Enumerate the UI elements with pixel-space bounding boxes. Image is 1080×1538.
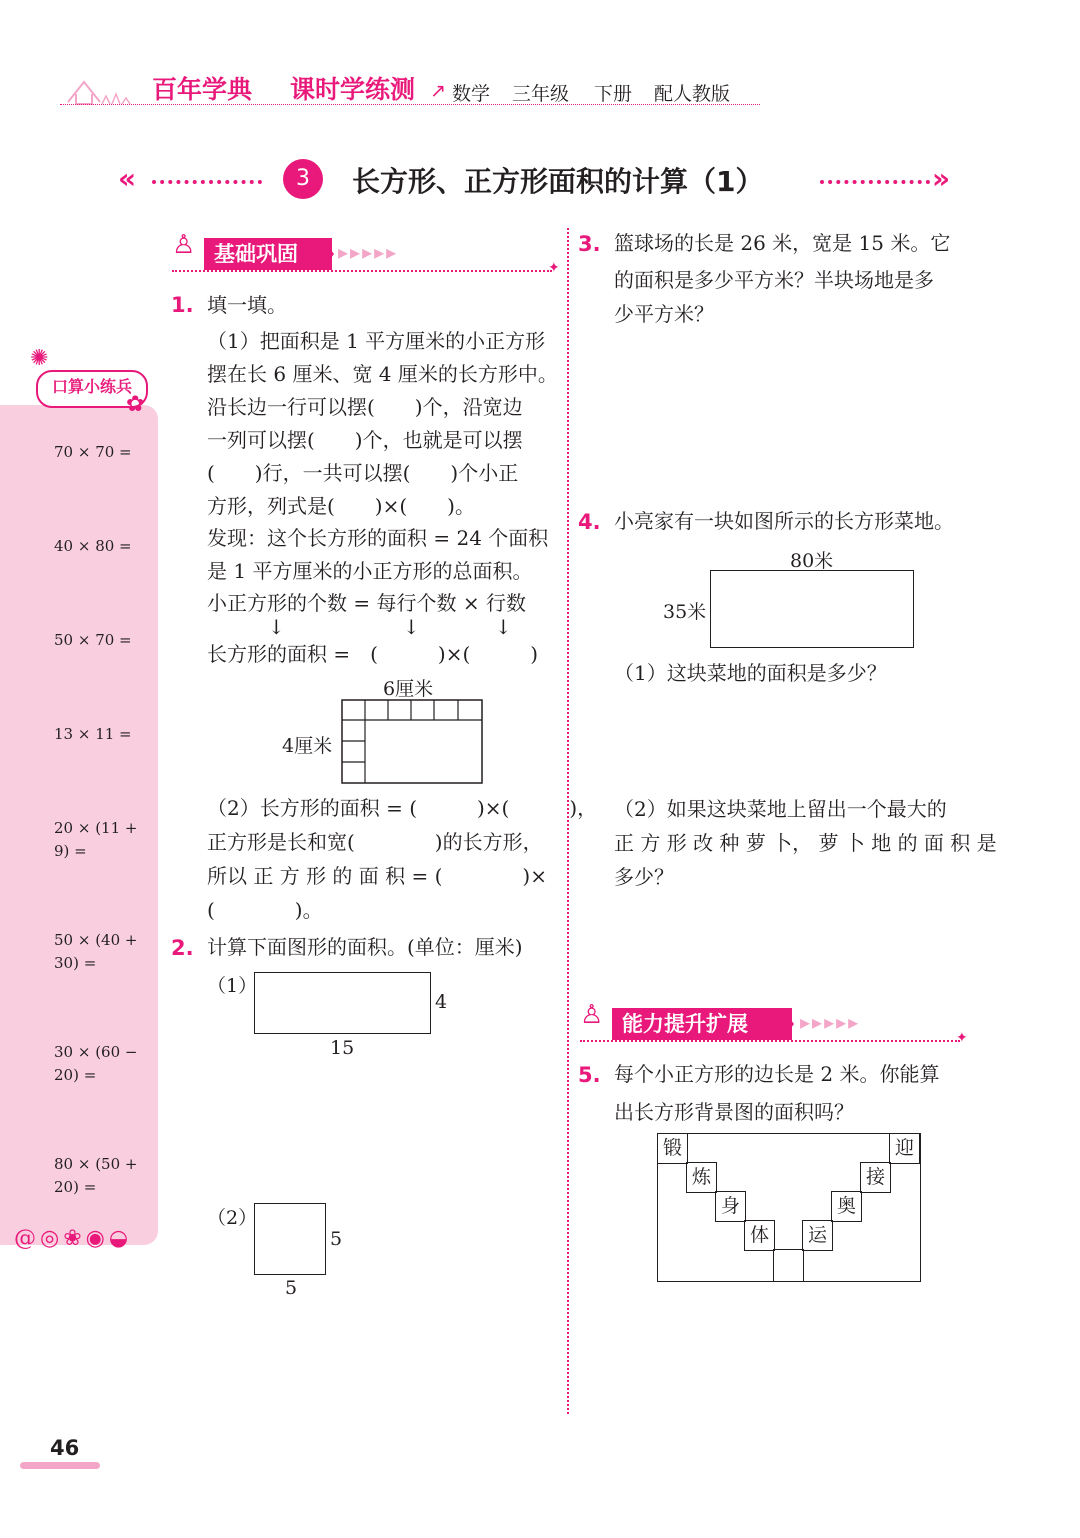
title-rule-right xyxy=(820,180,930,184)
q5-square xyxy=(773,1249,804,1282)
rule-end-icon: ✦ xyxy=(956,1030,968,1046)
q1-part2-line: 正方形是长和宽( )的长方形， xyxy=(207,830,543,854)
q1-line: 方形，列式是( )×( )。 xyxy=(207,494,475,518)
q1-line: 沿长边一行可以摆( )个，沿宽边 xyxy=(207,395,523,419)
sidebar-item: 80 × (50 + 20) = xyxy=(54,1155,138,1196)
flower-icon: ✿ xyxy=(126,392,145,417)
q2-fig2-label: （2） xyxy=(207,1207,258,1229)
sidebar-item: 40 × 80 = xyxy=(54,537,132,555)
q2-square xyxy=(254,1203,326,1275)
q1-formula-area: 长方形的面积 = ( )×( ) xyxy=(207,642,539,666)
edition-label: 配人教版 xyxy=(654,83,731,105)
q1-part2-line: 所以 正 方 形 的 面 积 = ( )× xyxy=(207,864,547,888)
brand-name: 百年学典 xyxy=(152,75,253,104)
down-arrow-icon: ↓ xyxy=(403,615,420,639)
q2-fig1-label: （1） xyxy=(207,975,258,997)
q5-square: 锻 xyxy=(657,1133,688,1164)
swirl-decoration-icon: @◎❀◉◒ xyxy=(14,1226,133,1251)
q1-part2-line: （2）长方形的面积 = ( )×( )， xyxy=(207,796,598,820)
section-rule xyxy=(580,1040,960,1042)
section-banner-advanced: 能力提升扩展 xyxy=(612,1008,792,1040)
right-chevron-icon: » xyxy=(932,162,951,195)
q5-line: 出长方形背景图的面积吗？ xyxy=(614,1100,854,1124)
q2-fig2-height: 5 xyxy=(330,1228,343,1250)
q4-figure-length: 80米 xyxy=(790,550,834,572)
q1-figure-width-label: 4厘米 xyxy=(282,735,333,757)
q1-line: 摆在长 6 厘米、宽 4 厘米的长方形中。 xyxy=(207,362,558,386)
q4-garden-rectangle xyxy=(710,570,914,648)
q1-figure-length-label: 6厘米 xyxy=(383,678,434,700)
lesson-title-text: 长方形、正方形面积的计算（1） xyxy=(352,165,764,198)
q3-line: 篮球场的长是 26 米，宽是 15 米。它 xyxy=(614,231,951,255)
q3-line: 少平方米？ xyxy=(614,302,714,326)
q3-number: 3. xyxy=(578,232,601,256)
q1-line: 发现：这个长方形的面积 = 24 个面积 xyxy=(207,526,549,550)
q1-title: 填一填。 xyxy=(207,293,287,317)
q1-grid-rectangle xyxy=(341,699,483,785)
q2-fig2-width: 5 xyxy=(285,1277,298,1299)
sidebar-item: 50 × (40 + 30) = xyxy=(54,931,138,972)
banner-tail-icon: ▸▸▸▸▸ xyxy=(800,1010,861,1034)
q2-number: 2. xyxy=(171,936,194,960)
q2-rectangle xyxy=(254,972,431,1034)
arrow-icon: ↗ xyxy=(430,80,446,102)
q5-square: 炼 xyxy=(686,1162,717,1193)
q4-number: 4. xyxy=(578,510,601,534)
grade-label: 三年级 xyxy=(512,83,570,105)
subject-label: 数学 xyxy=(452,83,491,105)
q1-formula-count: 小正方形的个数 = 每行个数 × 行数 xyxy=(207,591,526,615)
q2-fig1-height: 4 xyxy=(435,991,448,1013)
banner-tail-icon: ▸▸▸▸▸ xyxy=(338,240,399,264)
rule-end-icon: ✦ xyxy=(548,260,560,276)
series-name: 课时学练测 xyxy=(290,75,416,104)
q2-title: 计算下面图形的面积。(单位：厘米) xyxy=(207,935,523,959)
q2-fig1-width: 15 xyxy=(330,1037,355,1059)
q3-line: 的面积是多少平方米？半块场地是多 xyxy=(614,268,934,292)
sidebar-item: 13 × 11 = xyxy=(54,725,132,743)
student-figure-icon: ♙ xyxy=(580,1000,604,1030)
title-rule-left xyxy=(152,180,262,184)
banner-arrow xyxy=(782,1008,794,1040)
q1-line: ( )行，一共可以摆( )个小正 xyxy=(207,461,519,485)
q4-sub2-line: 正 方 形 改 种 萝 卜， 萝 卜 地 的 面 积 是 xyxy=(614,831,997,855)
down-arrow-icon: ↓ xyxy=(268,615,285,639)
sidebar-item: 70 × 70 = xyxy=(54,443,132,461)
down-arrow-icon: ↓ xyxy=(495,615,512,639)
q5-square: 运 xyxy=(802,1220,833,1251)
q1-line: （1）把面积是 1 平方厘米的小正方形 xyxy=(207,329,546,353)
section-banner-basic: 基础巩固 xyxy=(204,238,332,270)
q5-square: 体 xyxy=(744,1220,775,1251)
page-number: 46 xyxy=(50,1436,80,1460)
banner-arrow xyxy=(322,238,334,270)
left-chevron-icon: « xyxy=(118,162,137,195)
q4-title: 小亮家有一块如图所示的长方形菜地。 xyxy=(614,509,954,533)
student-figure-icon: ♙ xyxy=(172,230,196,260)
sidebar-item: 30 × (60 − 20) = xyxy=(54,1043,138,1084)
q4-figure-width: 35米 xyxy=(663,601,707,623)
volume-label: 下册 xyxy=(594,83,633,105)
sidebar-item: 50 × 70 = xyxy=(54,631,132,649)
lesson-number-badge: 3 xyxy=(283,159,323,199)
sidebar-title: 口算小练兵 xyxy=(51,377,132,396)
q5-number: 5. xyxy=(578,1063,601,1087)
q5-square: 身 xyxy=(715,1191,746,1222)
page-number-bar xyxy=(20,1462,100,1469)
q4-sub2-line: （2）如果这块菜地上留出一个最大的 xyxy=(614,797,947,821)
section-rule xyxy=(172,270,552,272)
house-icon xyxy=(60,68,140,108)
q5-square: 接 xyxy=(860,1162,891,1193)
q1-part2-line: ( )。 xyxy=(207,898,323,922)
sun-icon: ✺ xyxy=(30,346,49,371)
q1-line: 一列可以摆( )个，也就是可以摆 xyxy=(207,428,523,452)
q5-line: 每个小正方形的边长是 2 米。你能算 xyxy=(614,1062,940,1086)
q5-square: 奥 xyxy=(831,1191,862,1222)
q5-square: 迎 xyxy=(889,1133,920,1164)
sidebar-item: 20 × (11 + 9) = xyxy=(54,819,138,860)
q1-number: 1. xyxy=(171,293,194,317)
q4-sub1: （1）这块菜地的面积是多少？ xyxy=(614,661,887,685)
q1-line: 是 1 平方厘米的小正方形的总面积。 xyxy=(207,559,533,583)
q4-sub2-line: 多少？ xyxy=(614,865,674,889)
